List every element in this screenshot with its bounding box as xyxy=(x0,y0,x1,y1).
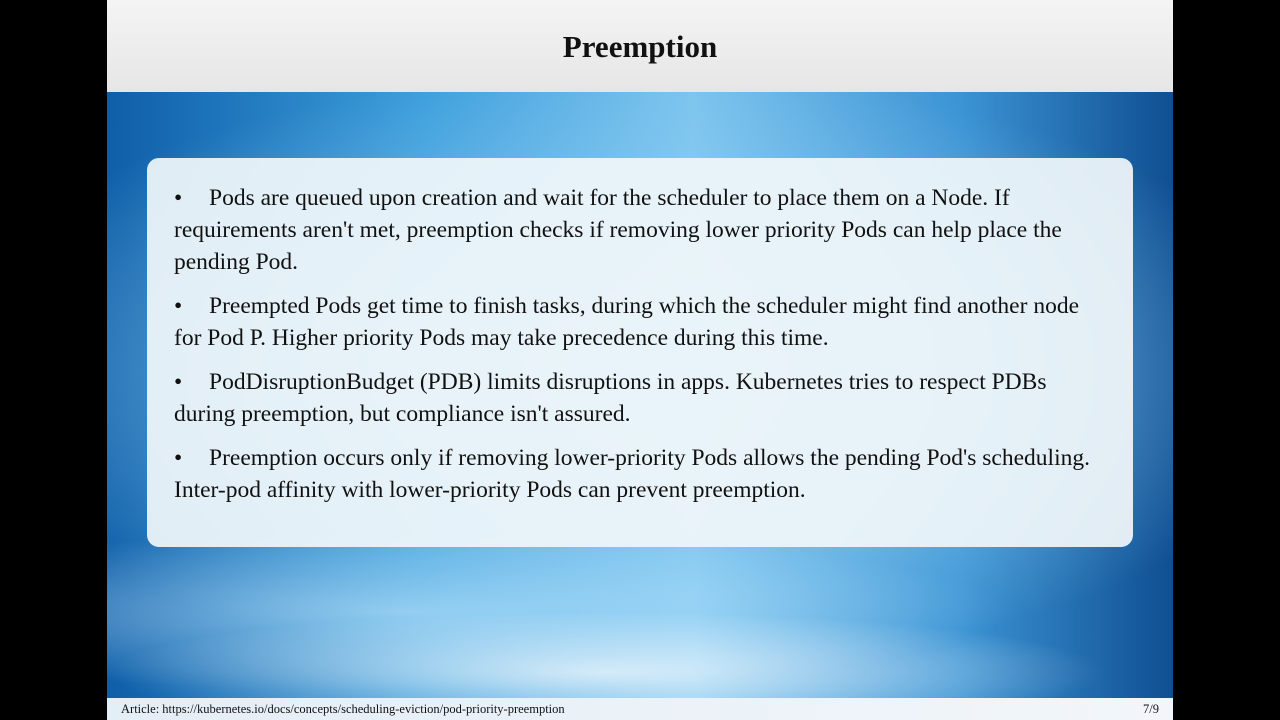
bullet-item: • Preempted Pods get time to finish tasks, during which the scheduler might find another node for Pod P. Higher priority Pods may take precedence during this time. xyxy=(174,290,1103,354)
bullet-icon: • xyxy=(174,369,183,395)
bullet-icon: • xyxy=(174,445,183,471)
article-link: Article: https://kubernetes.io/docs/concepts/scheduling-eviction/pod-priority-preemption xyxy=(121,702,565,716)
content-card xyxy=(147,158,1133,547)
background xyxy=(107,92,1173,698)
bullet-item: • Pods are queued upon creation and wait for the scheduler to place them on a Node. If requirements aren't met, preemption checks if removing lower priority Pods can help place the pending Pod. xyxy=(174,182,1103,278)
title-bar xyxy=(107,0,1173,92)
slide xyxy=(107,0,1173,720)
slide-title: Preemption xyxy=(562,29,718,64)
page-number: 7/9 xyxy=(1143,702,1159,716)
bullet-icon: • xyxy=(174,293,183,319)
bullet-icon: • xyxy=(174,185,183,211)
bullet-list xyxy=(147,158,1133,506)
bullet-item: • Preemption occurs only if removing lower-priority Pods allows the pending Pod's scheduling. Inter-pod affinity with lower-priority Pods can prevent preemption. xyxy=(174,442,1103,506)
footer xyxy=(107,698,1173,720)
bullet-item: • PodDisruptionBudget (PDB) limits disruptions in apps. Kubernetes tries to respect PDBs during preemption, but compliance isn't assured. xyxy=(174,366,1103,430)
